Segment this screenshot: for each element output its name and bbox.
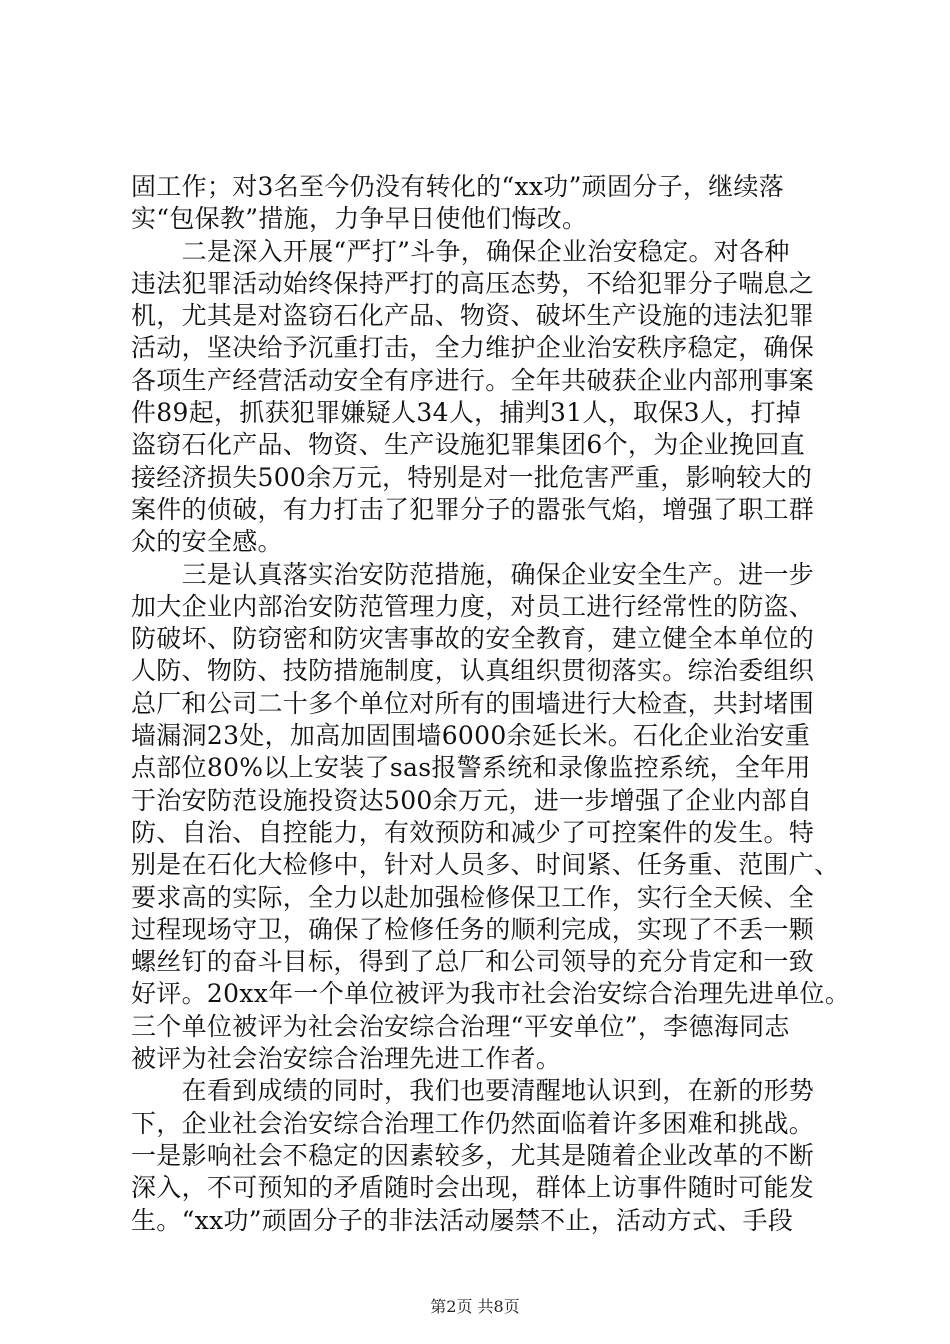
text-line: 众的安全感。 (131, 527, 283, 557)
text-line: 要求高的实际，全力以赴加强检修保卫工作，实行全天候、全 (131, 882, 815, 912)
text-line: 在看到成绩的同时，我们也要清醒地认识到，在新的形势 (131, 1076, 815, 1106)
text-line: 三是认真落实治安防范措施，确保企业安全生产。进一步 (131, 559, 815, 589)
text-line: 接经济损失500余万元，特别是对一批危害严重，影响较大的 (131, 462, 813, 492)
text-line: 深入，不可预知的矛盾随时会出现，群体上访事件随时可能发 (131, 1173, 815, 1203)
text-line: 于治安防范设施投资达500余万元，进一步增强了企业内部自 (131, 785, 813, 815)
text-line: 防、自治、自控能力，有效预防和减少了可控案件的发生。特 (131, 817, 815, 847)
text-line: 案件的侦破，有力打击了犯罪分子的嚣张气焰，增强了职工群 (131, 494, 815, 524)
document-body (131, 171, 851, 1237)
text-line: 好评。20xx年一个单位被评为我市社会治安综合治理先进单位。 (131, 979, 851, 1009)
text-line: 盗窃石化产品、物资、生产设施犯罪集团6个，为企业挽回直 (131, 430, 806, 460)
text-line: 过程现场守卫，确保了检修任务的顺利完成，实现了不丢一颗 (131, 914, 815, 944)
text-line: 下，企业社会治安综合治理工作仍然面临着许多困难和挑战。 (131, 1108, 815, 1138)
text-line: 螺丝钉的奋斗目标，得到了总厂和公司领导的充分肯定和一致 (131, 947, 815, 977)
text-line: 生。“xx功”顽固分子的非法活动屡禁不止，活动方式、手段 (131, 1205, 794, 1235)
text-line: 防破坏、防窃密和防灾害事故的安全教育，建立健全本单位的 (131, 624, 815, 654)
text-line: 各项生产经营活动安全有序进行。全年共破获企业内部刑事案 (131, 365, 815, 395)
text-line: 加大企业内部治安防范管理力度，对员工进行经常性的防盗、 (131, 591, 815, 621)
text-line: 别是在石化大检修中，针对人员多、时间紧、任务重、范围广、 (131, 850, 840, 880)
text-line: 点部位80%以上安装了sas报警系统和录像监控系统，全年用 (131, 753, 811, 783)
text-line: 固工作；对3名至今仍没有转化的“xx功”顽固分子，继续落 (131, 172, 785, 201)
text-line: 机，尤其是对盗窃石化产品、物资、破坏生产设施的违法犯罪 (131, 301, 815, 331)
page-number-footer: 第2页 共8页 (430, 1297, 520, 1316)
text-line: 三个单位被评为社会治安综合治理“平安单位”，李德海同志 (131, 1011, 790, 1041)
text-line: 违法犯罪活动始终保持严打的高压态势，不给犯罪分子喘息之 (131, 268, 815, 298)
text-line: 二是深入开展“严打”斗争，确保企业治安稳定。对各种 (131, 236, 790, 266)
text-line: 件89起，抓获犯罪嫌疑人34人，捕判31人，取保3人，打掉 (131, 398, 802, 428)
text-line: 人防、物防、技防措施制度，认真组织贯彻落实。综治委组织 (131, 656, 815, 686)
text-line: 被评为社会治安综合治理先进工作者。 (131, 1044, 562, 1074)
text-line: 一是影响社会不稳定的因素较多，尤其是随着企业改革的不断 (131, 1140, 815, 1170)
text-line: 实“包保教”措施，力争早日使他们悔改。 (131, 204, 588, 234)
text-line: 总厂和公司二十多个单位对所有的围墙进行大检查，共封堵围 (131, 688, 815, 718)
text-line: 墙漏洞23处，加高加固围墙6000余延长米。石化企业治安重 (131, 721, 811, 751)
text-line: 活动，坚决给予沉重打击，全力维护企业治安秩序稳定，确保 (131, 333, 815, 363)
